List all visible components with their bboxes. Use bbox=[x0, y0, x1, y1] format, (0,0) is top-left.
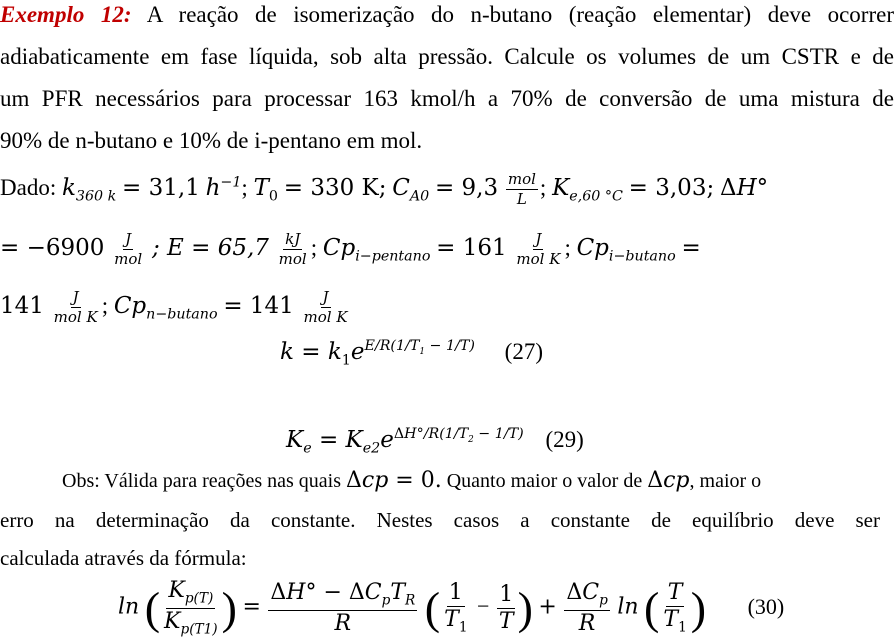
given-line-1: Dado: $k_{360 k} = 31,1$ $h^{-1}$; $T_0 = 330$ K; $C_{A0} = 9,3$ $\frac{\text{mol}}{L}$ ; $K_{e,60 ^\circ C} = 3,03$; ΔH° bbox=[0, 170, 769, 208]
cp-ibutano-unit: $\frac{J}{\text{mol K}}$ bbox=[53, 288, 98, 326]
cp-ipentano-symbol: $Cp_{i-pentano}$ bbox=[322, 234, 431, 265]
ke-symbol: $K_{e,60 ^\circ C}$ bbox=[552, 174, 623, 205]
equation-27-number: (27) bbox=[504, 338, 543, 364]
given-line-3: 141 $\frac{J}{\text{mol K}}$ ; $Cp_{n-butano} = 141$ $\frac{J}{\text{mol K}}$ bbox=[0, 288, 348, 326]
dh-value: = −6900 bbox=[0, 234, 105, 261]
e-unit: $\frac{kJ}{\text{mol}}$ bbox=[278, 230, 307, 268]
problem-line-3: um PFR necessários para processar 163 kmol/h a 70% de conversão de uma mistura de bbox=[0, 86, 894, 111]
obs-line-3: calculada através da fórmula: bbox=[0, 546, 247, 570]
e-value: ; E = 65,7 bbox=[151, 234, 269, 261]
dh-unit: $\frac{J}{\text{mol}}$ bbox=[114, 230, 143, 268]
obs-text-3: , maior o bbox=[689, 470, 762, 492]
ca0-unit: $\frac{\text{mol}}{L}$ bbox=[507, 170, 536, 208]
example-label: Exemplo 12: bbox=[0, 2, 132, 27]
obs-line-2: erro na determinação da constante. Nestes casos a constante de equilíbrio deve ser bbox=[0, 508, 880, 532]
equation-27: $k = k_1e^{E/R(1/T_1 - 1/T)}$ (27) bbox=[280, 338, 543, 369]
t0-value: = 330 K; bbox=[283, 174, 387, 201]
k360-unit: $h^{-1}$ bbox=[205, 174, 242, 201]
obs-text-2: Quanto maior o valor de bbox=[446, 470, 643, 492]
k360-symbol: $k_{360 k}$ bbox=[61, 174, 117, 205]
cp-ibutano-value: 141 bbox=[0, 292, 44, 319]
cp-ibutano-symbol: $Cp_{i-butano}$ bbox=[576, 234, 676, 265]
obs-line-1: Obs: Válida para reações nas quais Δcp = 0. Quanto maior o valor de Δcp, maior o bbox=[62, 468, 762, 493]
problem-line-4: 90% de n-butano e 10% de i-pentano em mol. bbox=[0, 128, 423, 153]
ca0-value: = 9,3 bbox=[434, 174, 499, 201]
given-line-2: = −6900 $\frac{J}{\text{mol}}$ ; E = 65,7 $\frac{kJ}{\text{mol}}$ ; $Cp_{i-pentano} = 161$ $\frac{J}{\text{mol K}}$ ; $Cp_{i-butano}$ = bbox=[0, 230, 701, 268]
problem-line-2: adiabaticamente em fase líquida, sob alta pressão. Calcule os volumes de um CSTR e de bbox=[0, 44, 894, 69]
equation-30-number: (30) bbox=[747, 593, 785, 619]
cp-nbutano-symbol: $Cp_{n-butano}$ bbox=[113, 292, 218, 323]
ke-value: = 3,03; bbox=[628, 174, 715, 201]
cp-ipentano-value: = 161 bbox=[436, 234, 507, 261]
cp-nbutano-unit: $\frac{J}{\text{mol K}}$ bbox=[303, 288, 348, 326]
k360-value: = 31,1 bbox=[122, 174, 200, 201]
problem-text-1: A reação de isomerização do n-butano (reação elementar) deve ocorrer bbox=[146, 2, 894, 27]
equation-29-number: (29) bbox=[545, 426, 584, 452]
ca0-symbol: $C_{A0}$ bbox=[392, 174, 430, 205]
t0-symbol: $T_0$ bbox=[253, 174, 278, 205]
cp-nbutano-value: = 141 bbox=[223, 292, 294, 319]
cp-ipentano-unit: $\frac{J}{\text{mol K}}$ bbox=[516, 230, 561, 268]
equation-30: ln ( $\frac{K_{p(T)}}{K_{p(T1)}}$ ) = $\frac{\Delta H^\circ - \Delta C_pT_R}{R}$ ( $\frac{1}{T_1}$ − $\frac{1}{T}$ ) + $\frac{\Delta C_p}{R}$ ln ( $\frac{T}{T_1}$ ) (30) bbox=[118, 578, 785, 638]
given-label: Dado: bbox=[0, 174, 57, 200]
problem-line-1 bbox=[0, 2, 894, 28]
dh-symbol: ΔH° bbox=[719, 174, 769, 201]
obs-text-1: Obs: Válida para reações nas quais bbox=[62, 470, 341, 492]
equation-29: $K_e = K_{e2}e^{\Delta H^\circ/R(1/T_2 - 1/T)}$ (29) bbox=[286, 426, 584, 457]
